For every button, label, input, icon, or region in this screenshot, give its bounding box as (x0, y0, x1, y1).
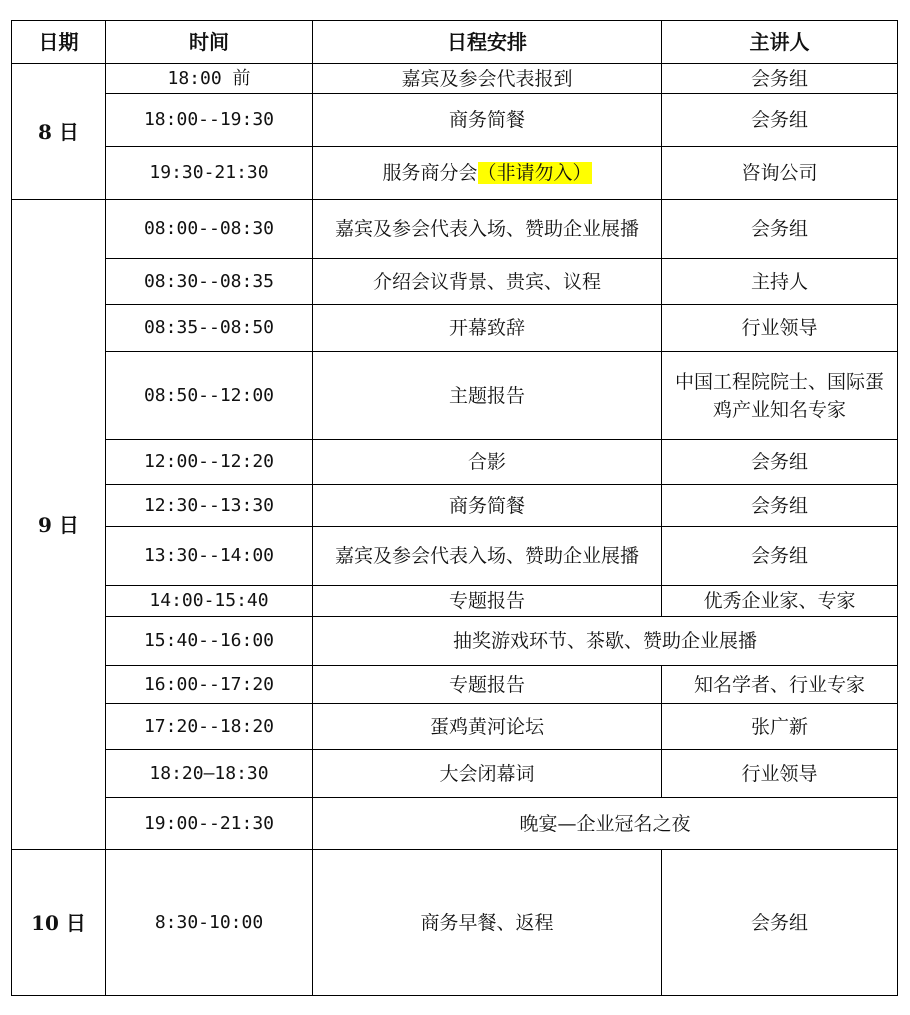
table-row (12, 485, 898, 527)
header-row (12, 21, 898, 64)
agenda-cell: 主题报告 (313, 352, 662, 440)
speaker-cell: 会务组 (662, 850, 898, 996)
time-cell: 17:20--18:20 (106, 704, 313, 750)
time-cell: 08:35--08:50 (106, 305, 313, 352)
time-cell: 19:00--21:30 (106, 798, 313, 850)
agenda-merged-cell: 抽奖游戏环节、茶歇、赞助企业展播 (313, 617, 898, 666)
table-row (12, 704, 898, 750)
agenda-cell: 合影 (313, 440, 662, 485)
agenda-cell: 嘉宾及参会代表报到 (313, 64, 662, 94)
speaker-cell: 知名学者、行业专家 (662, 666, 898, 704)
day-cell: 9 日 (12, 200, 106, 850)
agenda-cell: 开幕致辞 (313, 305, 662, 352)
header-date: 日期 (12, 21, 106, 64)
speaker-cell: 主持人 (662, 259, 898, 305)
time-cell: 08:00--08:30 (106, 200, 313, 259)
table-row (12, 94, 898, 147)
speaker-cell: 会务组 (662, 200, 898, 259)
agenda-cell: 嘉宾及参会代表入场、赞助企业展播 (313, 527, 662, 586)
speaker-cell: 会务组 (662, 94, 898, 147)
time-cell: 16:00--17:20 (106, 666, 313, 704)
speaker-cell: 行业领导 (662, 750, 898, 798)
time-cell: 13:30--14:00 (106, 527, 313, 586)
speaker-cell: 中国工程院院士、国际蛋鸡产业知名专家 (662, 352, 898, 440)
time-cell: 18:00 前 (106, 64, 313, 94)
table-row (12, 259, 898, 305)
agenda-cell: 商务简餐 (313, 485, 662, 527)
time-cell: 15:40--16:00 (106, 617, 313, 666)
time-cell: 08:50--12:00 (106, 352, 313, 440)
table-row (12, 352, 898, 440)
table-row (12, 666, 898, 704)
speaker-cell: 优秀企业家、专家 (662, 586, 898, 617)
speaker-cell: 会务组 (662, 64, 898, 94)
agenda-cell: 介绍会议背景、贵宾、议程 (313, 259, 662, 305)
day-cell: 8 日 (12, 64, 106, 200)
agenda-merged-cell: 晚宴—企业冠名之夜 (313, 798, 898, 850)
header-agenda: 日程安排 (313, 21, 662, 64)
speaker-cell: 行业领导 (662, 305, 898, 352)
agenda-cell: 商务早餐、返程 (313, 850, 662, 996)
table-row (12, 147, 898, 200)
time-cell: 12:00--12:20 (106, 440, 313, 485)
speaker-cell: 张广新 (662, 704, 898, 750)
day-cell: 10 日 (12, 850, 106, 996)
agenda-cell: 大会闭幕词 (313, 750, 662, 798)
speaker-cell: 会务组 (662, 527, 898, 586)
speaker-cell: 咨询公司 (662, 147, 898, 200)
table-row (12, 617, 898, 666)
table-row (12, 64, 898, 94)
agenda-cell: 专题报告 (313, 666, 662, 704)
table-row (12, 586, 898, 617)
schedule-table (11, 20, 898, 996)
time-cell: 12:30--13:30 (106, 485, 313, 527)
speaker-cell: 会务组 (662, 485, 898, 527)
header-time: 时间 (106, 21, 313, 64)
table-row (12, 200, 898, 259)
agenda-cell: 嘉宾及参会代表入场、赞助企业展播 (313, 200, 662, 259)
table-row (12, 305, 898, 352)
table-row (12, 750, 898, 798)
time-cell: 08:30--08:35 (106, 259, 313, 305)
agenda-cell (313, 147, 662, 200)
time-cell: 19:30-21:30 (106, 147, 313, 200)
agenda-text: 服务商分会 (382, 162, 478, 184)
time-cell: 18:00--19:30 (106, 94, 313, 147)
header-speaker: 主讲人 (662, 21, 898, 64)
table-row (12, 440, 898, 485)
speaker-cell: 会务组 (662, 440, 898, 485)
time-cell: 8:30-10:00 (106, 850, 313, 996)
agenda-cell: 专题报告 (313, 586, 662, 617)
agenda-cell: 蛋鸡黄河论坛 (313, 704, 662, 750)
agenda-highlight: （非请勿入） (477, 162, 592, 184)
time-cell: 18:20—18:30 (106, 750, 313, 798)
time-cell: 14:00-15:40 (106, 586, 313, 617)
agenda-cell: 商务简餐 (313, 94, 662, 147)
table-row (12, 850, 898, 996)
table-row (12, 527, 898, 586)
table-row (12, 798, 898, 850)
